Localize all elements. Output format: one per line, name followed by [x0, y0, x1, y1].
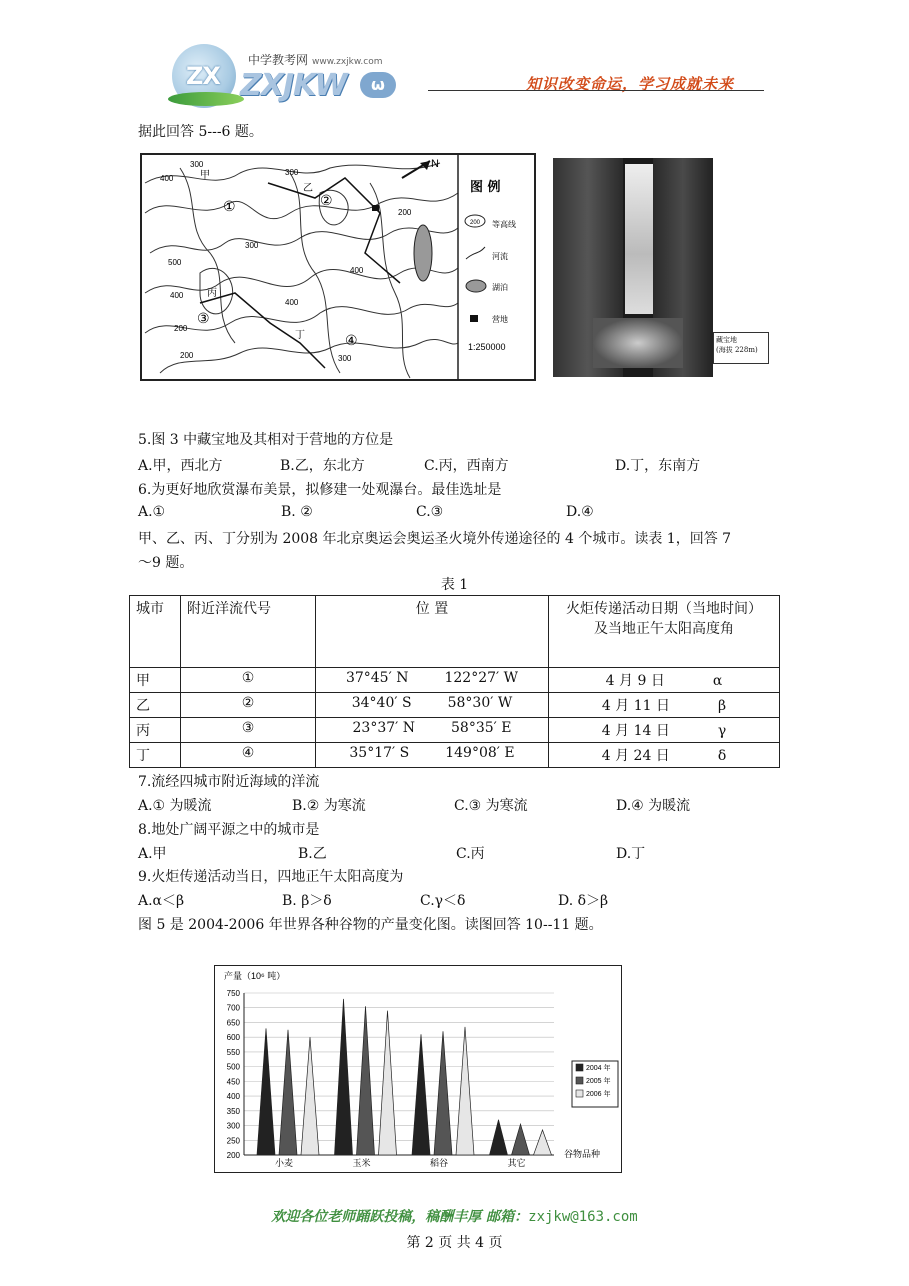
legend-swatch	[576, 1064, 583, 1071]
logo-initials: ZX	[186, 62, 220, 90]
marker-1: ①	[223, 199, 236, 215]
legend-title: 图 例	[470, 180, 501, 195]
legend-entry: 2006 年	[586, 1091, 611, 1098]
category-label: 稻谷	[429, 1158, 449, 1168]
q8-option-c: C.丙	[456, 846, 485, 862]
contour-label: 300	[285, 168, 299, 177]
legend-contour: 等高线	[492, 220, 516, 229]
q9-option-b: B. β＞δ	[282, 893, 332, 909]
date-angle: 4 月 24 日 δ	[549, 743, 780, 768]
contour-label: 200	[180, 351, 194, 360]
contour-label: 200	[174, 324, 188, 333]
intro-7-9-line1: 甲、乙、丙、丁分别为 2008 年北京奥运会奥运圣火境外传递途径的 4 个城市。读表 1，回答 7	[138, 531, 732, 547]
position: 23°37′ N 58°35′ E	[316, 718, 549, 743]
contour-label: 300	[245, 241, 259, 250]
legend-camp: 营地	[492, 315, 508, 324]
marker-2: ②	[320, 193, 333, 209]
table-row	[130, 743, 780, 768]
category-label: 小麦	[274, 1158, 294, 1168]
q8-stem: 8.地处广阔平源之中的城市是	[138, 822, 320, 838]
q9-option-d: D. δ＞β	[558, 893, 609, 909]
q8-option-b: B.乙	[298, 846, 327, 862]
q9-stem: 9.火炬传递活动当日，四地正午太阳高度为	[138, 869, 404, 885]
marker-3: ③	[197, 311, 210, 327]
y-tick-label: 450	[226, 1077, 240, 1087]
table-row	[130, 718, 780, 743]
q7-stem: 7.流经四城市附近海域的洋流	[138, 774, 320, 790]
position: 35°17′ S 149°08′ E	[316, 743, 549, 768]
y-tick-label: 250	[226, 1136, 240, 1146]
q7-option-d: D.④ 为暖流	[616, 798, 691, 814]
y-tick-label: 400	[226, 1092, 240, 1102]
current-code: ①	[181, 668, 316, 693]
site-name: 中学教考网 www.zxjkw.com	[248, 53, 383, 67]
table-row	[130, 668, 780, 693]
torch-relay-table	[129, 595, 780, 768]
legend-lake: 湖泊	[492, 283, 508, 292]
q5-option-b: B.乙，东北方	[280, 458, 365, 474]
city: 甲	[130, 668, 181, 693]
q7-option-a: A.① 为暖流	[138, 798, 212, 814]
intro-5-6: 据此回答 5---6 题。	[138, 124, 263, 140]
y-tick-label: 200	[226, 1151, 240, 1160]
north-label: N	[431, 158, 439, 170]
intro-10-11: 图 5 是 2004-2006 年世界各种谷物的产量变化图。读图回答 10--11 题。	[138, 917, 603, 933]
map-scale: 1:250000	[468, 342, 506, 352]
q5-option-d: D.丁，东南方	[615, 458, 701, 474]
marker-4: ④	[345, 333, 358, 349]
logo-grass-decoration	[168, 92, 244, 106]
q8-option-d: D.丁	[616, 846, 646, 862]
position: 37°45′ N 122°27′ W	[316, 668, 549, 693]
place-bing: 丙	[207, 288, 217, 299]
lake-legend-icon	[466, 280, 486, 292]
date-angle: 4 月 11 日 β	[549, 693, 780, 718]
position: 34°40′ S 58°30′ W	[316, 693, 549, 718]
y-tick-label: 600	[226, 1033, 240, 1043]
contour-label: 300	[338, 354, 352, 363]
q6-option-c: C.③	[416, 504, 444, 520]
legend-entry: 2004 年	[586, 1065, 611, 1072]
header-current-code: 附近洋流代号	[181, 596, 316, 668]
chart-x-label: 谷物品种	[564, 1149, 601, 1159]
place-ding: 丁	[295, 330, 305, 341]
header-position: 位 置	[316, 596, 549, 668]
legend-swatch	[576, 1077, 583, 1084]
footer-text: 欢迎各位老师踊跃投稿，稿酬丰厚 邮箱：	[271, 1209, 529, 1225]
y-tick-label: 650	[226, 1018, 240, 1028]
contour-label: 400	[160, 174, 174, 183]
table-row	[130, 693, 780, 718]
footer-email: zxjkw@163.com	[528, 1209, 638, 1225]
q9-option-a: A.α＜β	[138, 893, 185, 909]
camp-legend-icon	[470, 315, 478, 322]
header-slogan: 知识改变命运，学习成就未来	[526, 75, 735, 93]
footer-contact	[0, 1206, 909, 1226]
city: 丁	[130, 743, 181, 768]
cereal-production-chart	[214, 965, 622, 1173]
contour-label: 300	[190, 160, 204, 169]
y-tick-label: 550	[226, 1047, 240, 1057]
legend-swatch	[576, 1090, 583, 1097]
q6-option-d: D.④	[566, 504, 594, 520]
site-url: www.zxjkw.com	[312, 57, 383, 67]
q6-option-b: B. ②	[281, 504, 313, 520]
y-tick-label: 700	[226, 1003, 240, 1013]
q9-option-c: C.γ＜δ	[420, 893, 466, 909]
q7-option-b: B.② 为寒流	[292, 798, 366, 814]
topographic-map	[140, 153, 536, 381]
date-angle: 4 月 14 日 γ	[549, 718, 780, 743]
legend-river: 河流	[492, 252, 508, 261]
camp-icon	[372, 205, 379, 211]
y-tick-label: 300	[226, 1121, 240, 1131]
contour-label: 400	[350, 266, 364, 275]
date-angle: 4 月 9 日 α	[549, 668, 780, 693]
photo-caption	[713, 332, 769, 364]
y-tick-label: 500	[226, 1062, 240, 1072]
q6-stem: 6.为更好地欣赏瀑布美景，拟修建一处观瀑台。最佳选址是	[138, 482, 502, 498]
contour-label: 200	[398, 208, 412, 217]
contour-label: 400	[285, 298, 299, 307]
q5-option-a: A.甲，西北方	[138, 458, 223, 474]
logo-wordmark: ZXJKW	[240, 68, 347, 103]
city: 乙	[130, 693, 181, 718]
page-number: 第 2 页 共 4 页	[406, 1235, 503, 1251]
city: 丙	[130, 718, 181, 743]
place-jia: 甲	[200, 170, 210, 181]
q8-option-a: A.甲	[138, 846, 167, 862]
legend-contour-value: 200	[470, 220, 481, 226]
current-code: ②	[181, 693, 316, 718]
header-rule	[428, 90, 764, 91]
current-code: ④	[181, 743, 316, 768]
y-tick-label: 350	[226, 1106, 240, 1116]
intro-7-9-line2: ～9 题。	[138, 555, 194, 571]
waterfall-photo	[553, 158, 713, 377]
photo-label-elev: (海拔 228m)	[716, 346, 758, 354]
contour-label: 400	[170, 291, 184, 300]
category-label: 其它	[507, 1158, 526, 1168]
place-yi: 乙	[303, 183, 313, 194]
table-caption: 表 1	[440, 577, 469, 593]
legend-entry: 2005 年	[586, 1078, 611, 1085]
header-date-angle: 火炬传递活动日期（当地时间） 及当地正午太阳高度角	[549, 596, 780, 668]
y-tick-label: 750	[226, 989, 240, 998]
q7-option-c: C.③ 为寒流	[454, 798, 528, 814]
logo-w-badge: ω	[360, 72, 396, 98]
current-code: ③	[181, 718, 316, 743]
q5-stem: 5.图 3 中藏宝地及其相对于营地的方位是	[138, 432, 394, 448]
q5-option-c: C.丙，西南方	[424, 458, 509, 474]
chart-y-label: 产量（10⁶ 吨）	[224, 971, 286, 981]
category-label: 玉米	[352, 1158, 371, 1168]
header-city: 城市	[130, 596, 181, 668]
q6-option-a: A.①	[138, 504, 166, 520]
contour-label: 500	[168, 258, 182, 267]
photo-label-name: 藏宝地	[716, 336, 737, 344]
